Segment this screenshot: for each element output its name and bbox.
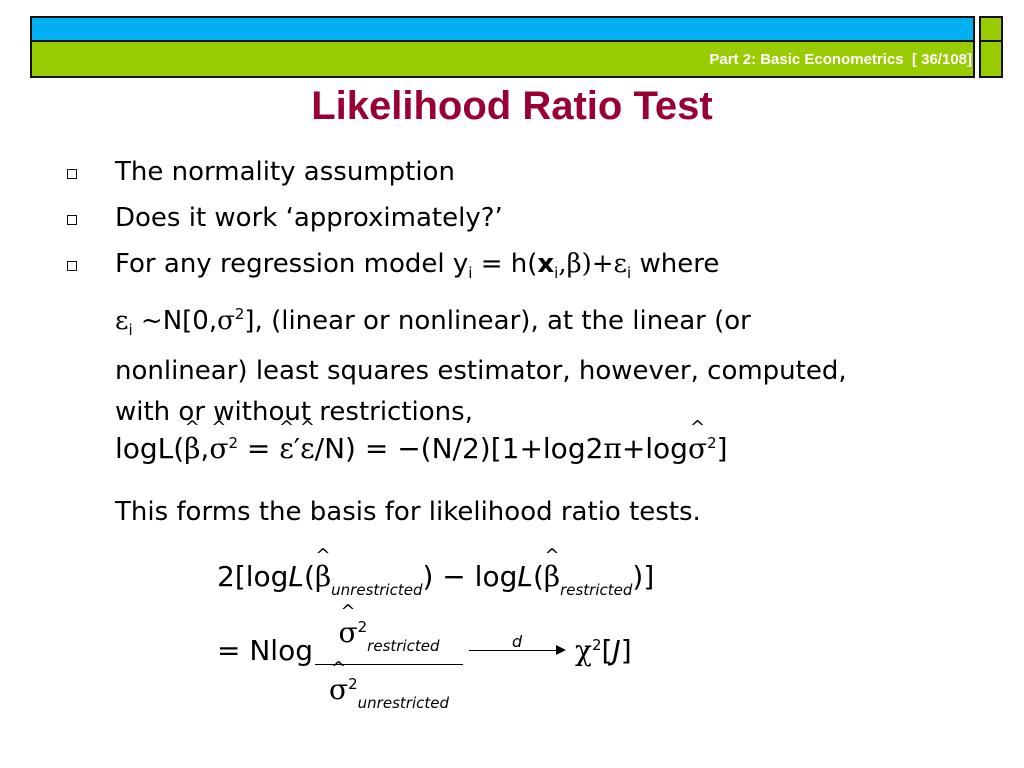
eq-text: = <box>237 432 280 465</box>
eq-text: ( <box>532 560 544 593</box>
eq-text: ( <box>304 560 315 593</box>
slide-header-text: Part 2: Basic Econometrics [ 36/108] <box>709 51 972 68</box>
bullet-item <box>60 152 980 192</box>
superscript: 2 <box>348 675 358 693</box>
subscript: i <box>554 264 559 282</box>
arrow-label: d <box>512 632 523 651</box>
eq-text: L <box>517 560 533 593</box>
subscript: i <box>468 264 473 282</box>
eq-text: logL( <box>115 432 185 465</box>
epsilon-hat-symbol: ^ ε <box>300 432 315 465</box>
square-bullet-icon <box>67 215 77 225</box>
eq-text: +log <box>621 432 688 465</box>
fraction-denominator <box>315 669 463 717</box>
fraction-numerator <box>315 610 463 660</box>
superscript: 2 <box>591 636 602 654</box>
header-square-bottom <box>979 42 1003 78</box>
bullet-text: Does it work ‘approximately?’ <box>115 203 503 233</box>
variance-ratio-fraction <box>315 610 463 717</box>
chi-square-term <box>575 634 632 667</box>
bullet-list <box>60 152 980 439</box>
sigma-hat-symbol: ^ σ <box>209 432 228 465</box>
lr-limit-equation <box>217 610 717 720</box>
eq-text: ′ <box>293 432 301 465</box>
sigma-symbol: σ <box>217 306 235 336</box>
bullet-item <box>60 198 980 238</box>
superscript: 2 <box>707 434 717 452</box>
text-run: For any regression model y <box>115 249 469 279</box>
text-run: with or without restrictions, <box>115 397 473 427</box>
subscript: unrestricted <box>357 694 449 712</box>
eq-text: )] <box>632 560 655 593</box>
text-run: where <box>631 249 720 279</box>
eq-text: L <box>288 560 305 593</box>
eq-text: ] <box>716 432 728 465</box>
square-bullet-icon <box>67 169 77 179</box>
superscript: 2 <box>357 618 368 636</box>
epsilon-hat-symbol: ^ ε <box>279 432 294 465</box>
bullet-text <box>115 249 847 427</box>
text-run: = h( <box>472 249 538 279</box>
eq-text: J <box>612 634 621 667</box>
header-square-top <box>979 16 1003 42</box>
eq-text: , <box>200 432 210 465</box>
eq-text: ] <box>620 634 632 667</box>
subscript: unrestricted <box>331 581 423 599</box>
text-run: ], (linear or nonlinear), at the linear (or <box>244 306 751 336</box>
header-bar-top <box>30 16 975 42</box>
eq-text: [ <box>601 634 613 667</box>
beta-hat-symbol: ^ β <box>315 560 331 593</box>
lr-statistic-equation <box>217 560 654 599</box>
text-run: nonlinear) least squares estimator, however, computed, <box>115 356 847 386</box>
square-bullet-icon <box>67 261 77 271</box>
chi-symbol: χ <box>575 634 592 667</box>
bullet-item <box>60 244 980 433</box>
eq-text: ) − log <box>422 560 518 593</box>
slide-title: Likelihood Ratio Test <box>311 84 713 128</box>
subscript: restricted <box>560 581 633 599</box>
sigma-hat-symbol: ^ σ <box>329 673 348 706</box>
subscript: i <box>128 321 133 339</box>
pi-symbol: π <box>603 432 622 465</box>
text-run: ε <box>115 306 129 336</box>
log-likelihood-equation <box>115 432 728 465</box>
subscript: i <box>627 264 632 282</box>
sigma-hat-symbol: ^ σ <box>688 432 707 465</box>
beta-hat-symbol: ^ β <box>544 560 560 593</box>
sigma-hat-symbol: ^ σ <box>339 616 358 649</box>
eq-text: = Nlog <box>217 634 313 667</box>
bold-x: x <box>537 249 555 279</box>
beta-hat-symbol: ^ β <box>184 432 200 465</box>
basis-text: This forms the basis for likelihood ratio tests. <box>115 497 701 527</box>
text-run: ~N[0, <box>132 306 218 336</box>
superscript: 2 <box>228 434 238 452</box>
eq-text: 2[log <box>217 560 289 593</box>
text-run: ,β)+ε <box>558 249 628 279</box>
subscript: restricted <box>367 637 440 655</box>
eq-text: /N) = −(N/2)[1+log2 <box>314 432 604 465</box>
bullet-text: The normality assumption <box>115 157 455 187</box>
superscript: 2 <box>234 305 245 323</box>
